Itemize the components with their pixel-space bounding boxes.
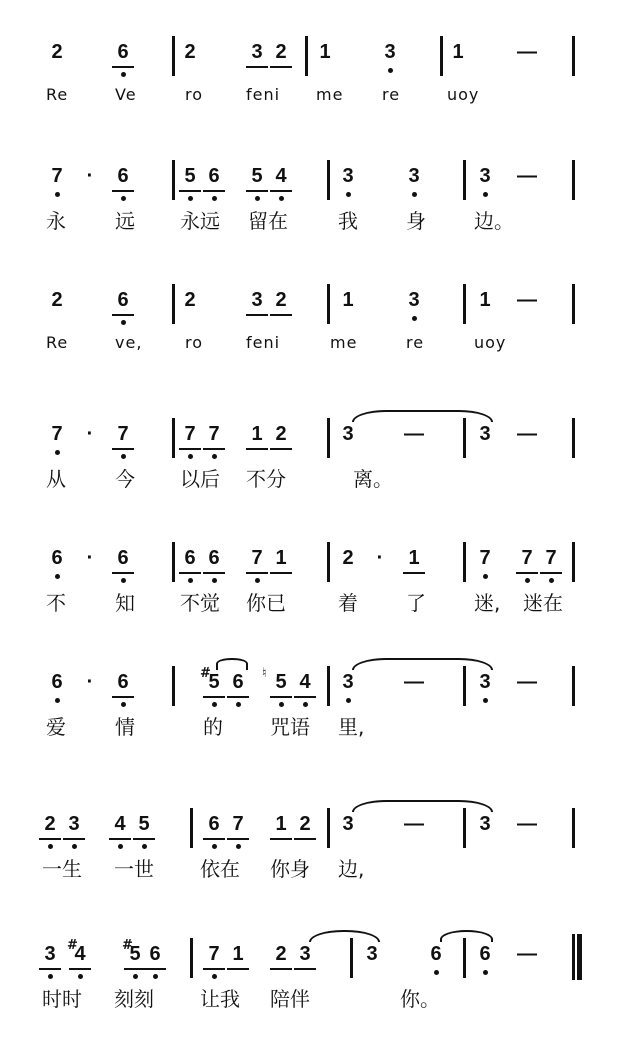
jianpu-note: 2 xyxy=(275,943,287,965)
jianpu-note: — xyxy=(404,813,424,835)
octave-dot xyxy=(121,454,126,459)
jianpu-note: 3 xyxy=(479,423,491,445)
duration-underline xyxy=(403,572,425,574)
duration-underline xyxy=(179,190,201,192)
duration-underline xyxy=(246,448,268,450)
barline xyxy=(463,284,466,324)
duration-underline xyxy=(227,696,249,698)
barline xyxy=(327,808,330,848)
jianpu-note: 2 xyxy=(299,813,311,835)
jianpu-note: 7 xyxy=(479,547,491,569)
octave-dot xyxy=(483,698,488,703)
octave-dot xyxy=(212,974,217,979)
jianpu-note: 5 xyxy=(184,165,196,187)
barline xyxy=(327,542,330,582)
jianpu-note: 5 xyxy=(251,165,263,187)
duration-underline xyxy=(112,190,134,192)
duration-underline xyxy=(109,838,131,840)
lyric-syllable: 一世 xyxy=(114,857,154,881)
lyric-syllable: 远 xyxy=(115,209,135,233)
jianpu-note: · xyxy=(86,547,94,569)
jianpu-note: 2 xyxy=(275,289,287,311)
octave-dot xyxy=(48,844,53,849)
jianpu-note: — xyxy=(404,423,424,445)
jianpu-note: 4 xyxy=(114,813,126,835)
duration-underline xyxy=(270,448,292,450)
accidental-sign: # xyxy=(200,666,211,681)
jianpu-note: — xyxy=(517,165,537,187)
lyric-syllable: 知 xyxy=(115,591,135,615)
octave-dot xyxy=(55,574,60,579)
jianpu-note: 6 xyxy=(51,547,63,569)
jianpu-note: 1 xyxy=(275,547,287,569)
lyric-syllable: 依在 xyxy=(200,857,240,881)
octave-dot xyxy=(121,72,126,77)
octave-dot xyxy=(346,698,351,703)
jianpu-note: 4 xyxy=(74,943,86,965)
jianpu-note: 3 xyxy=(44,943,56,965)
barline xyxy=(172,666,175,706)
lyric-syllable: Ve xyxy=(115,85,137,104)
octave-dot xyxy=(483,970,488,975)
duration-underline xyxy=(39,968,61,970)
barline xyxy=(572,808,575,848)
barline xyxy=(350,938,353,978)
jianpu-note: 3 xyxy=(342,671,354,693)
barline xyxy=(572,36,575,76)
octave-dot xyxy=(212,702,217,707)
lyric-syllable: 边, xyxy=(338,857,365,881)
lyric-syllable: 了 xyxy=(406,591,426,615)
lyric-syllable: feni xyxy=(246,85,281,104)
lyric-syllable: 不 xyxy=(46,591,66,615)
octave-dot xyxy=(188,578,193,583)
jianpu-note: — xyxy=(517,813,537,835)
duration-underline xyxy=(63,838,85,840)
jianpu-note: 6 xyxy=(208,165,220,187)
jianpu-note: 6 xyxy=(117,165,129,187)
jianpu-note: 2 xyxy=(342,547,354,569)
lyric-syllable: re xyxy=(382,85,401,104)
octave-dot xyxy=(121,320,126,325)
barline xyxy=(327,666,330,706)
jianpu-note: 3 xyxy=(479,671,491,693)
duration-underline xyxy=(294,838,316,840)
lyric-syllable: 永远 xyxy=(180,209,220,233)
octave-dot xyxy=(236,702,241,707)
duration-underline xyxy=(203,696,225,698)
octave-dot xyxy=(78,974,83,979)
jianpu-note: 1 xyxy=(342,289,354,311)
octave-dot xyxy=(121,702,126,707)
jianpu-note: 4 xyxy=(299,671,311,693)
jianpu-note: 3 xyxy=(251,289,263,311)
jianpu-note: 2 xyxy=(44,813,56,835)
lyric-syllable: 不觉 xyxy=(180,591,220,615)
octave-dot xyxy=(133,974,138,979)
jianpu-note: 3 xyxy=(479,165,491,187)
octave-dot xyxy=(255,578,260,583)
jianpu-note: 1 xyxy=(319,41,331,63)
jianpu-note: 7 xyxy=(51,423,63,445)
lyric-syllable: 爱 xyxy=(46,715,66,739)
duration-underline xyxy=(112,696,134,698)
jianpu-note: 3 xyxy=(342,423,354,445)
jianpu-note: 1 xyxy=(232,943,244,965)
lyric-syllable: 今 xyxy=(115,467,135,491)
barline xyxy=(327,418,330,458)
jianpu-note: 5 xyxy=(208,671,220,693)
jianpu-note: · xyxy=(86,423,94,445)
jianpu-note: 7 xyxy=(51,165,63,187)
lyric-syllable: 迷, xyxy=(474,591,501,615)
duration-underline xyxy=(112,314,134,316)
jianpu-note: 6 xyxy=(479,943,491,965)
lyric-syllable: 你。 xyxy=(400,987,440,1011)
jianpu-note: 7 xyxy=(521,547,533,569)
octave-dot xyxy=(236,844,241,849)
duration-underline xyxy=(179,448,201,450)
jianpu-note: 5 xyxy=(129,943,141,965)
octave-dot xyxy=(483,192,488,197)
octave-dot xyxy=(434,970,439,975)
tie-slur xyxy=(352,800,493,812)
jianpu-note: 4 xyxy=(275,165,287,187)
jianpu-note: 7 xyxy=(117,423,129,445)
jianpu-note: — xyxy=(517,423,537,445)
jianpu-note: 3 xyxy=(251,41,263,63)
octave-dot xyxy=(142,844,147,849)
octave-dot xyxy=(55,698,60,703)
jianpu-note: — xyxy=(517,671,537,693)
barline xyxy=(463,938,466,978)
jianpu-note: 3 xyxy=(479,813,491,835)
jianpu-note: 7 xyxy=(208,423,220,445)
duration-underline xyxy=(133,838,155,840)
duration-underline xyxy=(270,314,292,316)
final-barline-thin xyxy=(572,934,575,980)
octave-dot xyxy=(279,196,284,201)
jianpu-note: 7 xyxy=(251,547,263,569)
jianpu-note: 2 xyxy=(184,289,196,311)
barline xyxy=(463,542,466,582)
barline xyxy=(190,808,193,848)
duration-underline xyxy=(516,572,538,574)
lyric-syllable: 一生 xyxy=(42,857,82,881)
jianpu-note: 1 xyxy=(408,547,420,569)
barline xyxy=(172,284,175,324)
jianpu-note: 6 xyxy=(149,943,161,965)
octave-dot xyxy=(55,192,60,197)
duration-underline xyxy=(179,572,201,574)
jianpu-note: 2 xyxy=(51,289,63,311)
lyric-syllable: 的 xyxy=(203,715,223,739)
barline xyxy=(172,36,175,76)
octave-dot xyxy=(346,192,351,197)
accidental-sign: # xyxy=(67,938,78,953)
jianpu-note: 6 xyxy=(208,547,220,569)
octave-dot xyxy=(121,196,126,201)
octave-dot xyxy=(255,196,260,201)
barline xyxy=(327,284,330,324)
barline xyxy=(463,160,466,200)
jianpu-note: 1 xyxy=(275,813,287,835)
tie-slur xyxy=(352,658,493,670)
tie-slur xyxy=(309,930,380,942)
duration-underline xyxy=(270,696,292,698)
lyric-syllable: ro xyxy=(185,333,204,352)
octave-dot xyxy=(212,454,217,459)
accidental-sign: ♮ xyxy=(262,666,267,681)
jianpu-note: 7 xyxy=(545,547,557,569)
barline xyxy=(463,418,466,458)
duration-underline xyxy=(227,838,249,840)
jianpu-note: 6 xyxy=(208,813,220,835)
jianpu-note: 2 xyxy=(184,41,196,63)
lyric-syllable: 刻刻 xyxy=(114,987,154,1011)
octave-dot xyxy=(121,578,126,583)
jianpu-note: 6 xyxy=(232,671,244,693)
lyric-syllable: 留在 xyxy=(248,209,288,233)
octave-dot xyxy=(388,68,393,73)
lyric-syllable: me xyxy=(330,333,358,352)
jianpu-note: 2 xyxy=(275,41,287,63)
jianpu-note: 6 xyxy=(184,547,196,569)
barline xyxy=(572,666,575,706)
octave-dot xyxy=(188,196,193,201)
jianpu-note: 3 xyxy=(299,943,311,965)
barline xyxy=(572,418,575,458)
jianpu-note: 3 xyxy=(342,165,354,187)
lyric-syllable: 陪伴 xyxy=(270,987,310,1011)
jianpu-note: — xyxy=(517,289,537,311)
lyric-syllable: 离。 xyxy=(353,467,393,491)
duration-underline xyxy=(203,838,225,840)
barline xyxy=(172,542,175,582)
duration-underline xyxy=(144,968,166,970)
octave-dot xyxy=(279,702,284,707)
jianpu-note: 3 xyxy=(408,289,420,311)
duration-underline xyxy=(112,448,134,450)
jianpu-note: 5 xyxy=(138,813,150,835)
jianpu-note: — xyxy=(517,943,537,965)
barline xyxy=(190,938,193,978)
octave-dot xyxy=(55,450,60,455)
lyric-syllable: 身 xyxy=(406,209,426,233)
lyric-syllable: 你已 xyxy=(246,591,286,615)
accidental-sign: # xyxy=(122,938,133,953)
octave-dot xyxy=(212,578,217,583)
lyric-syllable: 时时 xyxy=(42,987,82,1011)
jianpu-note: — xyxy=(404,671,424,693)
lyric-syllable: 里, xyxy=(338,715,365,739)
octave-dot xyxy=(483,574,488,579)
jianpu-note: 6 xyxy=(117,41,129,63)
octave-dot xyxy=(72,844,77,849)
octave-dot xyxy=(525,578,530,583)
jianpu-note: 3 xyxy=(342,813,354,835)
barline xyxy=(463,808,466,848)
tie-slur xyxy=(440,930,493,942)
jianpu-note: 3 xyxy=(408,165,420,187)
duration-underline xyxy=(540,572,562,574)
lyric-syllable: 边。 xyxy=(474,209,514,233)
octave-dot xyxy=(48,974,53,979)
duration-underline xyxy=(227,968,249,970)
jianpu-note: 3 xyxy=(366,943,378,965)
jianpu-note: 3 xyxy=(384,41,396,63)
jianpu-note: 7 xyxy=(184,423,196,445)
lyric-syllable: ro xyxy=(185,85,204,104)
duration-underline xyxy=(270,66,292,68)
duration-underline xyxy=(203,968,225,970)
jianpu-note: 1 xyxy=(251,423,263,445)
octave-dot xyxy=(549,578,554,583)
jianpu-note: · xyxy=(86,671,94,693)
lyric-syllable: 你身 xyxy=(270,857,310,881)
octave-dot xyxy=(212,196,217,201)
lyric-syllable: ve, xyxy=(115,333,143,352)
duration-underline xyxy=(270,968,292,970)
lyric-syllable: 让我 xyxy=(200,987,240,1011)
barline xyxy=(572,284,575,324)
duration-underline xyxy=(246,572,268,574)
barline xyxy=(327,160,330,200)
lyric-syllable: uoy xyxy=(447,85,480,104)
lyric-syllable: Re xyxy=(46,333,69,352)
octave-dot xyxy=(212,844,217,849)
duration-underline xyxy=(112,66,134,68)
duration-underline xyxy=(246,66,268,68)
jianpu-note: · xyxy=(86,165,94,187)
jianpu-note: 3 xyxy=(68,813,80,835)
barline xyxy=(172,160,175,200)
jianpu-note: 1 xyxy=(452,41,464,63)
barline xyxy=(172,418,175,458)
duration-underline xyxy=(246,314,268,316)
lyric-syllable: feni xyxy=(246,333,281,352)
jianpu-note: 6 xyxy=(51,671,63,693)
lyric-syllable: 从 xyxy=(46,467,66,491)
lyric-syllable: 以后 xyxy=(180,467,220,491)
jianpu-note: 1 xyxy=(479,289,491,311)
jianpu-note: 6 xyxy=(117,547,129,569)
jianpu-note: 7 xyxy=(232,813,244,835)
lyric-syllable: Re xyxy=(46,85,69,104)
duration-underline xyxy=(203,572,225,574)
jianpu-note: — xyxy=(517,41,537,63)
lyric-syllable: 着 xyxy=(338,591,358,615)
tie-slur xyxy=(352,410,493,422)
octave-dot xyxy=(303,702,308,707)
duration-underline xyxy=(39,838,61,840)
jianpu-note: 6 xyxy=(117,671,129,693)
lyric-syllable: 永 xyxy=(46,209,66,233)
jianpu-note: 6 xyxy=(430,943,442,965)
octave-dot xyxy=(412,192,417,197)
octave-dot xyxy=(412,316,417,321)
lyric-syllable: 咒语 xyxy=(270,715,310,739)
octave-dot xyxy=(118,844,123,849)
tie-slur xyxy=(216,658,248,670)
barline xyxy=(440,36,443,76)
barline xyxy=(305,36,308,76)
duration-underline xyxy=(270,572,292,574)
lyric-syllable: me xyxy=(316,85,344,104)
duration-underline xyxy=(294,696,316,698)
duration-underline xyxy=(270,838,292,840)
final-barline-thick xyxy=(577,934,582,980)
barline xyxy=(572,160,575,200)
duration-underline xyxy=(203,190,225,192)
lyric-syllable: 迷在 xyxy=(523,591,563,615)
lyric-syllable: 情 xyxy=(115,715,135,739)
lyric-syllable: re xyxy=(406,333,425,352)
jianpu-note: · xyxy=(376,547,384,569)
jianpu-note: 5 xyxy=(275,671,287,693)
jianpu-note: 7 xyxy=(208,943,220,965)
jianpu-note: 6 xyxy=(117,289,129,311)
lyric-syllable: 不分 xyxy=(246,467,286,491)
jianpu-note: 2 xyxy=(275,423,287,445)
duration-underline xyxy=(124,968,146,970)
duration-underline xyxy=(270,190,292,192)
octave-dot xyxy=(188,454,193,459)
jianpu-note: 2 xyxy=(51,41,63,63)
duration-underline xyxy=(246,190,268,192)
duration-underline xyxy=(69,968,91,970)
lyric-syllable: 我 xyxy=(338,209,358,233)
duration-underline xyxy=(112,572,134,574)
octave-dot xyxy=(153,974,158,979)
lyric-syllable: uoy xyxy=(474,333,507,352)
barline xyxy=(572,542,575,582)
duration-underline xyxy=(203,448,225,450)
barline xyxy=(463,666,466,706)
duration-underline xyxy=(294,968,316,970)
